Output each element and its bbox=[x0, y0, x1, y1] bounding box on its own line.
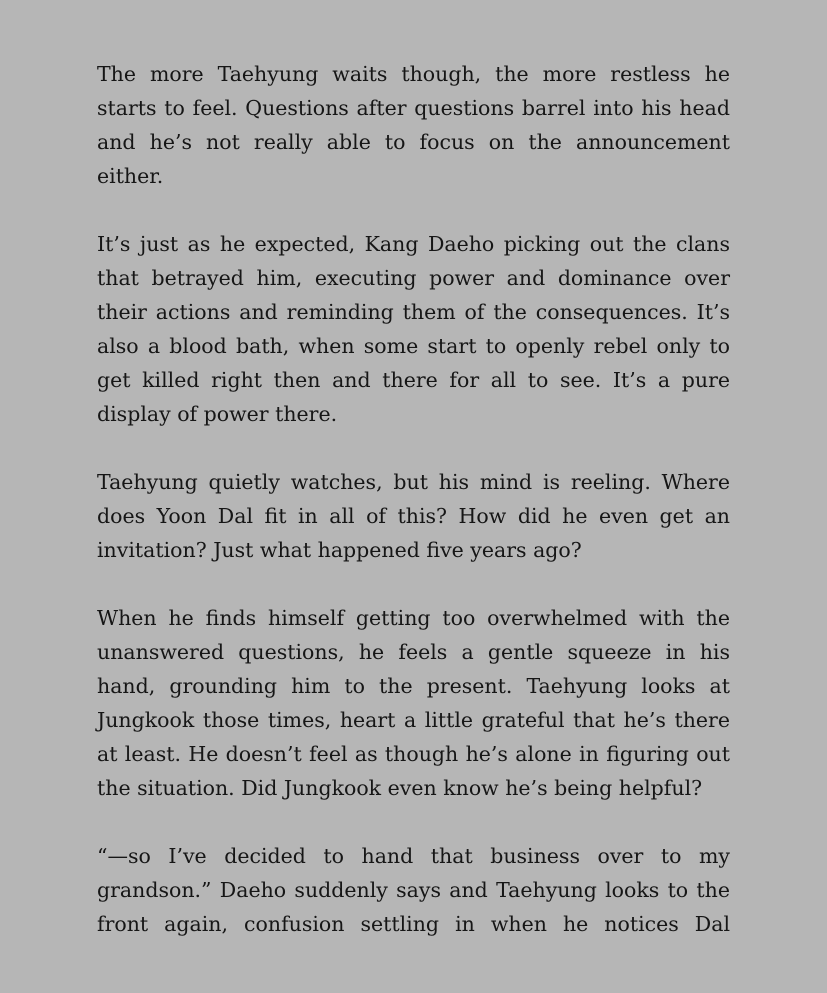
paragraph-2: It’s just as he expected, Kang Daeho picking out the clans that betrayed him, executing power and dominance over their actions and reminding them of the consequences. It’s also a blood bath, when some start to openly rebel only to get killed right then and there for all to see. It’s a pure display of power there. bbox=[97, 232, 730, 426]
paragraph-5: “—so I’ve decided to hand that business over to my grandson.” Daeho suddenly says and Taehyung looks to the front again, confusion settling in when he notices Dal bbox=[97, 844, 730, 936]
paragraph-3: Taehyung quietly watches, but his mind is reeling. Where does Yoon Dal fit in all of this? How did he even get an invitation? Just what happened five years ago? bbox=[97, 470, 730, 562]
paragraph-4: When he finds himself getting too overwhelmed with the unanswered questions, he feels a gentle squeeze in his hand, grounding him to the present. Taehyung looks at Jungkook those times, heart a little grateful that he’s there at least. He doesn’t feel as though he’s alone in figuring out the situation. Did Jungkook even know he’s being helpful? bbox=[97, 606, 730, 800]
story-text bbox=[97, 57, 730, 941]
paragraph-1: The more Taehyung waits though, the more restless he starts to feel. Questions after questions barrel into his head and he’s not really able to focus on the announcement either. bbox=[97, 62, 730, 188]
